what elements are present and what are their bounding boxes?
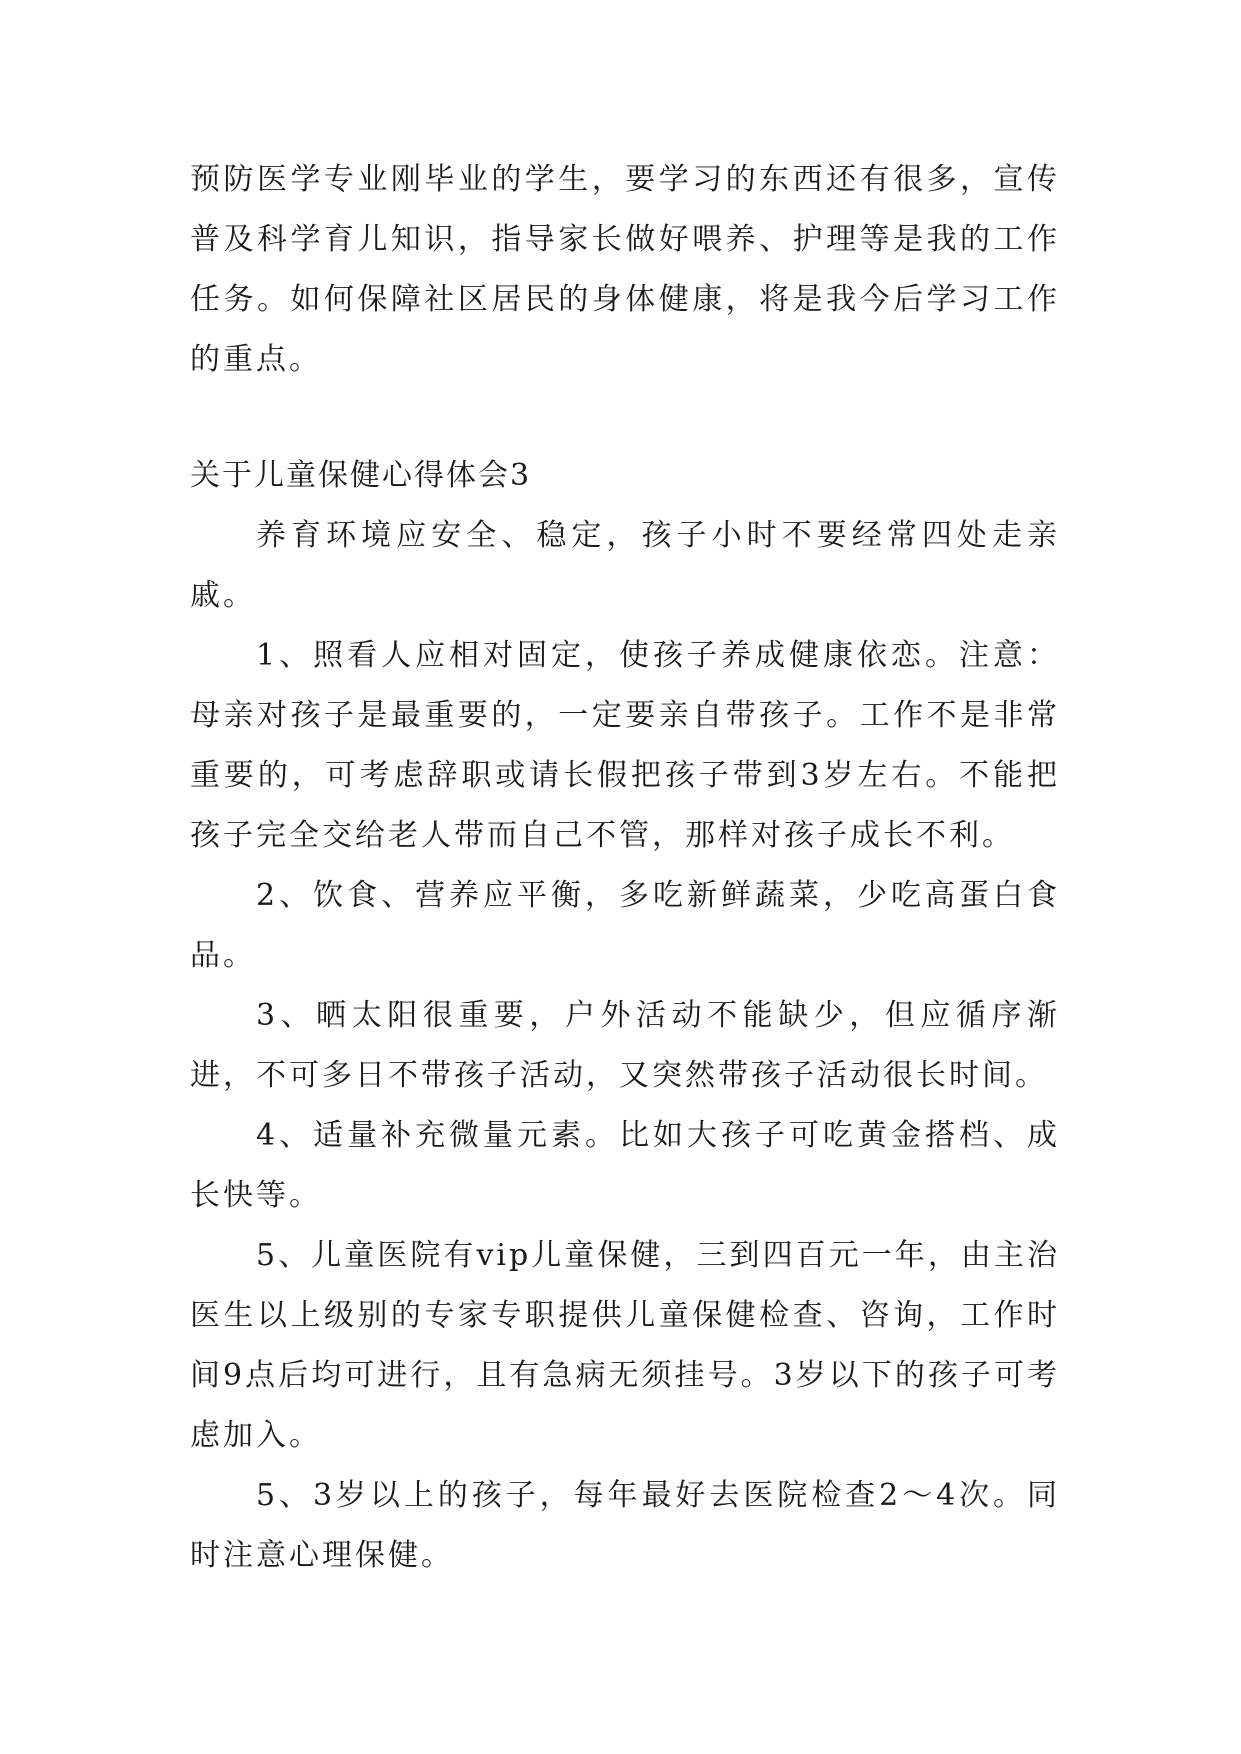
paragraph-environment: 养育环境应安全、稳定，孩子小时不要经常四处走亲戚。 [190,518,1060,613]
paragraph-diet: 2、饮食、营养应平衡，多吃新鲜蔬菜，少吃高蛋白食品。 [190,878,1060,973]
paragraph-vip-care: 5、儿童医院有vip儿童保健，三到四百元一年，由主治医生以上级别的专家专职提供儿童保健检查、咨询，工作时间9点后均可进行，且有急病无须挂号。3岁以下的孩子可考虑加入。 [190,1238,1060,1453]
paragraph-checkups: 5、3岁以上的孩子，每年最好去医院检查2～4次。同时注意心理保健。 [190,1478,1060,1573]
paragraph-trace-elements: 4、适量补充微量元素。比如大孩子可吃黄金搭档、成长快等。 [190,1118,1060,1213]
paragraph-sunlight: 3、晒太阳很重要，户外活动不能缺少，但应循序渐进，不可多日不带孩子活动，又突然带孩子活动很长时间。 [190,998,1060,1093]
paragraph-caregiver: 1、照看人应相对固定，使孩子养成健康依恋。注意：母亲对孩子是最重要的，一定要亲自带孩子。工作不是非常重要的，可考虑辞职或请长假把孩子带到3岁左右。不能把孩子完全交给老人带而自己不管，那样对孩子成长不利。 [190,638,1060,853]
intro-paragraph: 预防医学专业刚毕业的学生，要学习的东西还有很多，宣传普及科学育儿知识，指导家长做好喂养、护理等是我的工作任务。如何保障社区居民的身体健康，将是我今后学习工作的重点。 [190,162,1060,377]
section-title: 关于儿童保健心得体会3 [190,458,532,493]
document-page [190,150,1060,1586]
